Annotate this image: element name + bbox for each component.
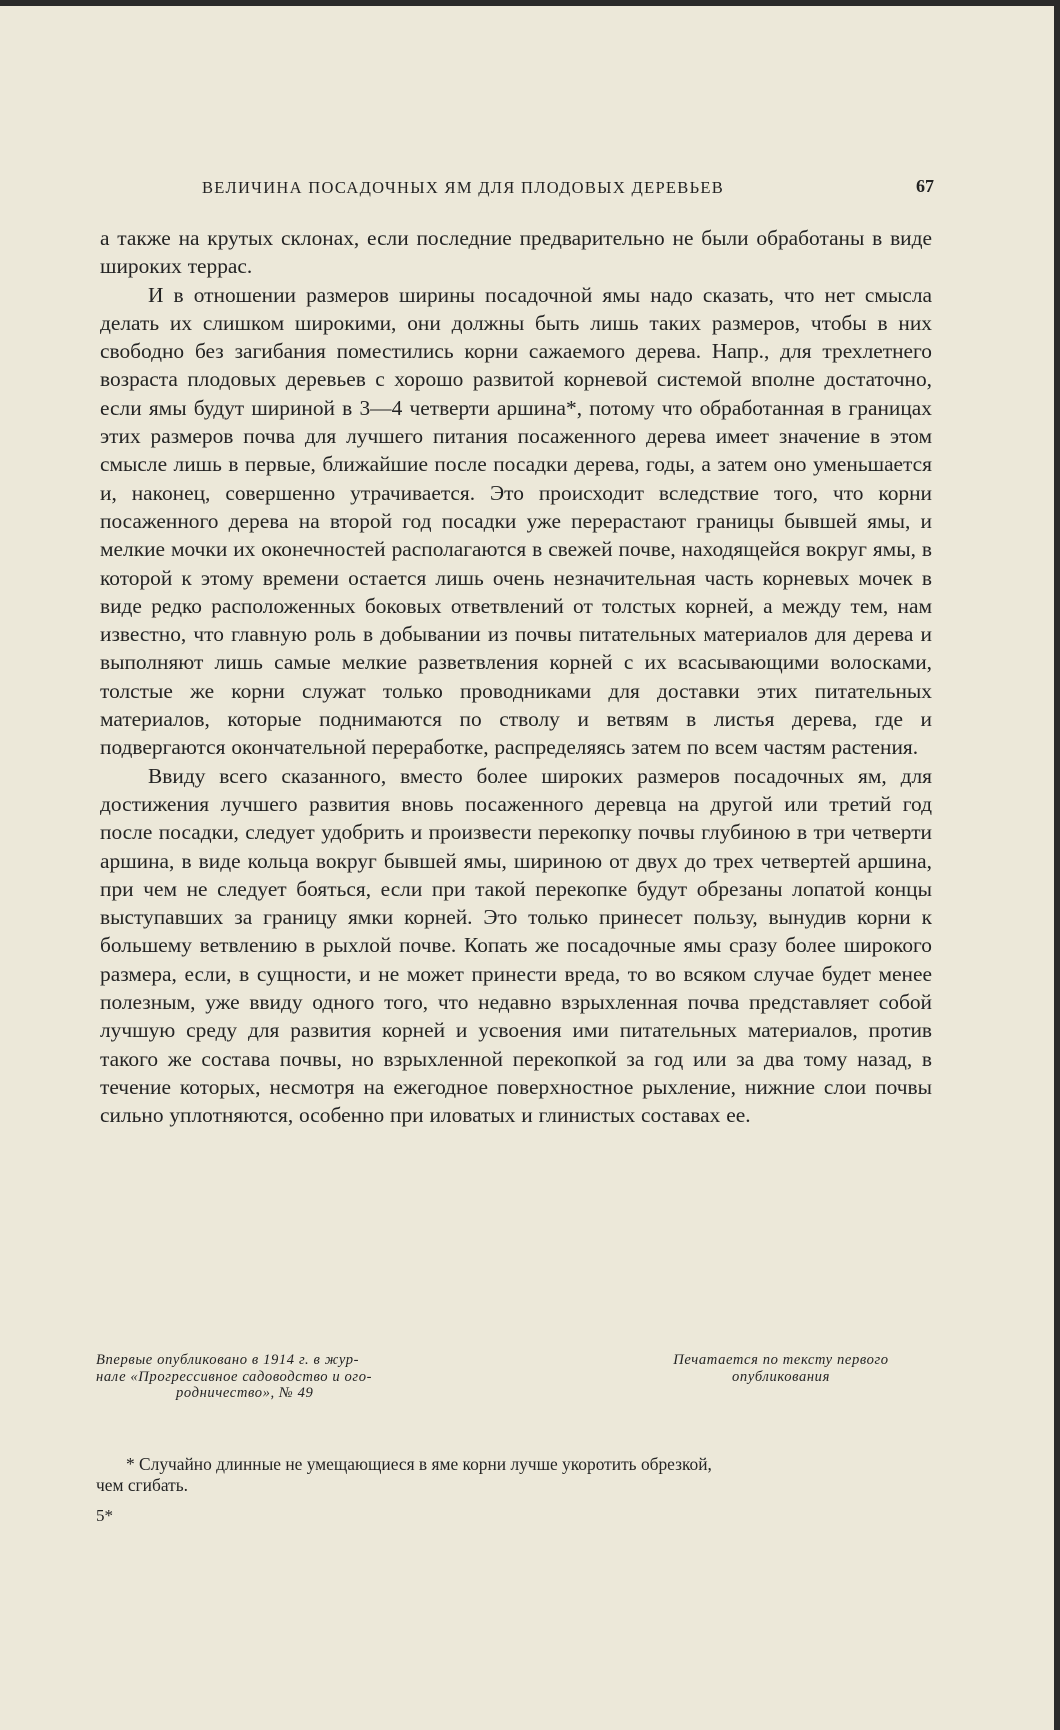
note-line: нале «Прогрессивное садоводство и ого- [96,1368,373,1385]
paragraph: И в отношении размеров ширины посадочной ямы надо сказать, что нет смысла делать их слишком широкими, они должны быть лишь таких размеров, чтобы в них свободно без загибания поместились корни сажаемого дерева. Напр., для трехлетнего возраста плодовых деревьев с хорошо развитой корневой системой вполне достаточно, если ямы будут шириной в 3—4 четверти аршина*, потому что обработанная в границах этих размеров почва для лучшего питания посаженного дерева имеет значение в этом смысле лишь в первые, ближайшие после посадки дерева, годы, а затем оно уменьшается и, наконец, совершенно утрачивается. Это происходит вследствие того, что корни посаженного дерева на второй год посадки уже перерастают границы бывшей ямы, и мелкие мочки их оконечностей располагаются в свежей почве, находящейся вокруг ямы, в которой к этому времени остается лишь очень незначительная часть корневых мочек в виде редко расположенных боковых ответвлений от толстых корней, а между тем, нам известно, что главную роль в добывании из почвы питательных материалов для дерева и выполняют лишь самые мелкие разветвления корней с их всасывающими волосками, толстые же корни служат только проводниками для доставки этих питательных материалов, которые поднимаются по стволу и ветвям в листья дерева, где и подвергаются окончательной переработке, распределяясь затем по всем частям растения. [100,282,932,760]
note-line: опубликования [732,1368,830,1385]
first-published-note [96,1352,456,1402]
page-top-border [0,0,1060,6]
running-header [96,174,934,198]
footnote-line: * Случайно длинные не умещающиеся в яме корни лучше укоротить обрезкой, [126,1454,712,1474]
paragraph: Ввиду всего сказанного, вместо более широких размеров посадочных ям, для достижения лучшего развития вновь посаженного деревца на другой или третий год после посадки, следует удобрить и произвести перекопку почвы глубиною в три четверти аршина, в виде кольца вокруг бывшей ямы, шириною от двух до трех четвертей аршина, при чем не следует бояться, если при такой перекопке будут обрезаны лопатой концы выступавших за границу ямки корней. Это только принесет пользу, вынудив корни к большему ветвлению в рыхлой почве. Копать же посадочные ямы сразу более широкого размера, если, в сущности, и не может принести вреда, то во всяком случае будет менее полезным, уже ввиду одного того, что недавно взрыхленная почва представляет собой лучшую среду для развития корней и усвоения ими питательных материалов, против такого же состава почвы, но взрыхленной перекопкой за год или за два тому назад, в течение которых, несмотря на ежегодное поверхностное рыхление, нижние слои почвы сильно уплотняются, особенно при иловатых и глинистых составах ее. [100,763,932,1128]
note-line: Впервые опубликовано в 1914 г. в жур- [96,1352,360,1368]
paragraph-continued: а также на крутых склонах, если последние предварительно не были обработаны в виде широких террас. [100,226,932,279]
page-number: 67 [916,176,934,196]
signature-mark: 5* [96,1506,113,1525]
page-right-border [1054,0,1060,1730]
note-line: Печатается по тексту первого [673,1352,889,1368]
footnote-line: чем сгибать. [96,1475,188,1495]
note-line: родничество», № 49 [176,1385,314,1401]
footnote [96,1454,924,1496]
running-title: ВЕЛИЧИНА ПОСАДОЧНЫХ ЯМ ДЛЯ ПЛОДОВЫХ ДЕРЕВЬЕВ [202,178,725,197]
body-text [100,224,932,1130]
printed-from-note [626,1352,936,1385]
